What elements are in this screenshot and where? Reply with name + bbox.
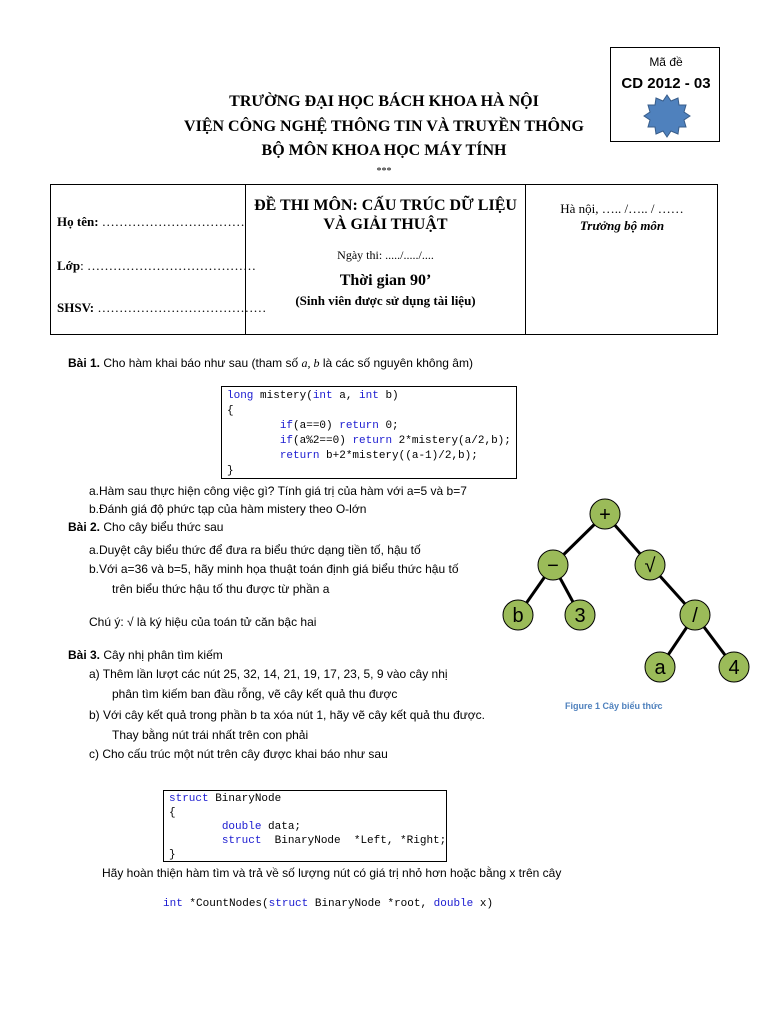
bai2-intro-text: Cho cây biểu thức sau bbox=[103, 520, 224, 534]
tree-node-label: b bbox=[512, 605, 524, 627]
bai3-intro bbox=[68, 648, 223, 662]
tree-node-label: 4 bbox=[728, 657, 740, 679]
code-line: if(a==0) return 0; bbox=[279, 420, 399, 432]
bai2-note: Chú ý: √ là ký hiệu của toán tử căn bậc hai bbox=[89, 615, 317, 629]
exam-duration: Thời gian 90’ bbox=[339, 272, 432, 289]
exam-code-value: CD 2012 - 03 bbox=[621, 75, 711, 92]
tree-node-label: √ bbox=[644, 555, 656, 577]
student-class-field bbox=[57, 258, 256, 274]
tree-node-label: a bbox=[654, 657, 666, 679]
bai1-question-a: a.Hàm sau thực hiện công việc gì? Tính giá trị của hàm với a=5 và b=7 bbox=[89, 484, 467, 498]
bai1-code-box bbox=[221, 386, 517, 479]
institute-title: VIỆN CÔNG NGHỆ THÔNG TIN VÀ TRUYỀN THÔNG bbox=[184, 118, 584, 135]
code-line: return b+2*mistery((a-1)/2,b); bbox=[279, 450, 478, 462]
head-of-department: Trưởng bộ môn bbox=[579, 218, 665, 233]
tree-node-label: − bbox=[547, 555, 559, 577]
bai2-question-a: a.Duyệt cây biểu thức để đưa ra biểu thức dạng tiền tố, hậu tố bbox=[89, 543, 421, 557]
bai2-question-b2: trên biểu thức hậu tố thu được từ phần a bbox=[112, 582, 330, 596]
student-id-field bbox=[57, 300, 266, 316]
bai3-question-b2: Thay bằng nút trái nhất trên con phải bbox=[112, 728, 309, 742]
exam-code-label: Mã đề bbox=[649, 55, 683, 69]
student-name-field bbox=[57, 214, 245, 230]
code-line: } bbox=[169, 849, 176, 861]
bai2-title: Bài 2. bbox=[68, 520, 101, 534]
bai1-intro-tail: là các số nguyên không âm) bbox=[322, 356, 473, 370]
code-line: struct BinaryNode *Left, *Right; bbox=[221, 835, 447, 847]
tree-node-label: + bbox=[599, 504, 611, 526]
expression-tree bbox=[495, 492, 763, 697]
bai1-intro-text: Cho hàm khai báo như sau (tham số bbox=[103, 356, 299, 370]
code-line: { bbox=[169, 807, 176, 819]
bai1-question-b: b.Đánh giá độ phức tạp của hàm mistery theo O-lớn bbox=[89, 502, 367, 516]
exam-note: (Sinh viên được sử dụng tài liệu) bbox=[295, 293, 476, 308]
bai3-question-b1: b) Với cây kết quả trong phần b ta xóa nút 1, hãy vẽ cây kết quả thu được. bbox=[89, 708, 486, 722]
info-table bbox=[50, 184, 718, 335]
code-line: if(a%2==0) return 2*mistery(a/2,b); bbox=[279, 435, 511, 447]
university-title: TRƯỜNG ĐẠI HỌC BÁCH KHOA HÀ NỘI bbox=[229, 93, 539, 110]
subject-line1: ĐỀ THI MÔN: CẤU TRÚC DỮ LIỆU bbox=[254, 197, 517, 214]
bai3-question-c: c) Cho cấu trúc một nút trên cây được khai báo như sau bbox=[89, 747, 388, 761]
bai3-intro-text: Cây nhị phân tìm kiếm bbox=[103, 648, 223, 662]
code-line: long mistery(int a, int b) bbox=[227, 390, 399, 402]
bai1-title: Bài 1. bbox=[68, 356, 101, 370]
bai3-question-a1: a) Thêm lần lượt các nút 25, 32, 14, 21, 19, 17, 23, 5, 9 vào cây nhị bbox=[89, 667, 448, 681]
bai1-intro-vars: a, b bbox=[301, 356, 320, 370]
bai2-question-b1: b.Với a=36 và b=5, hãy minh họa thuật toán định giá biểu thức hậu tố bbox=[89, 562, 459, 576]
bai3-question-a2: phân tìm kiếm ban đầu rỗng, vẽ cây kết quả thu được bbox=[112, 687, 398, 701]
exam-date: Ngày thi: ...../...../.... bbox=[337, 248, 434, 262]
tree-node-label: / bbox=[692, 605, 698, 627]
count-nodes-signature: int *CountNodes(struct BinaryNode *root, double x) bbox=[163, 898, 494, 910]
bai3-task: Hãy hoàn thiện hàm tìm và trả về số lượng nút có giá trị nhỏ hơn hoặc bằng x trên cây bbox=[102, 866, 562, 880]
tree-caption: Figure 1 Cây biểu thức bbox=[565, 701, 663, 711]
header-stars: *** bbox=[376, 166, 392, 177]
name-dots: …………………………… bbox=[101, 214, 245, 229]
bai3-title: Bài 3. bbox=[68, 648, 101, 662]
tree-node-label: 3 bbox=[574, 605, 586, 627]
code-line: } bbox=[227, 465, 234, 477]
id-dots: ………………………………… bbox=[97, 300, 267, 315]
class-label: Lớp bbox=[57, 258, 81, 273]
place-date: Hà nội, ….. /….. / …… bbox=[560, 201, 684, 216]
tree-edges bbox=[518, 514, 734, 667]
bai2-intro bbox=[68, 520, 223, 534]
name-label: Họ tên: bbox=[57, 214, 99, 229]
bai1-intro bbox=[68, 356, 473, 371]
subject-line2: VÀ GIẢI THUẬT bbox=[323, 216, 448, 233]
code-line: double data; bbox=[221, 821, 302, 833]
code-line: struct BinaryNode bbox=[169, 793, 282, 805]
code-line: { bbox=[227, 405, 234, 417]
id-label: SHSV: bbox=[57, 300, 95, 315]
class-dots: : ………………………………… bbox=[80, 258, 256, 273]
department-title: BỘ MÔN KHOA HỌC MÁY TÍNH bbox=[261, 142, 507, 159]
struct-code-box bbox=[163, 790, 447, 862]
